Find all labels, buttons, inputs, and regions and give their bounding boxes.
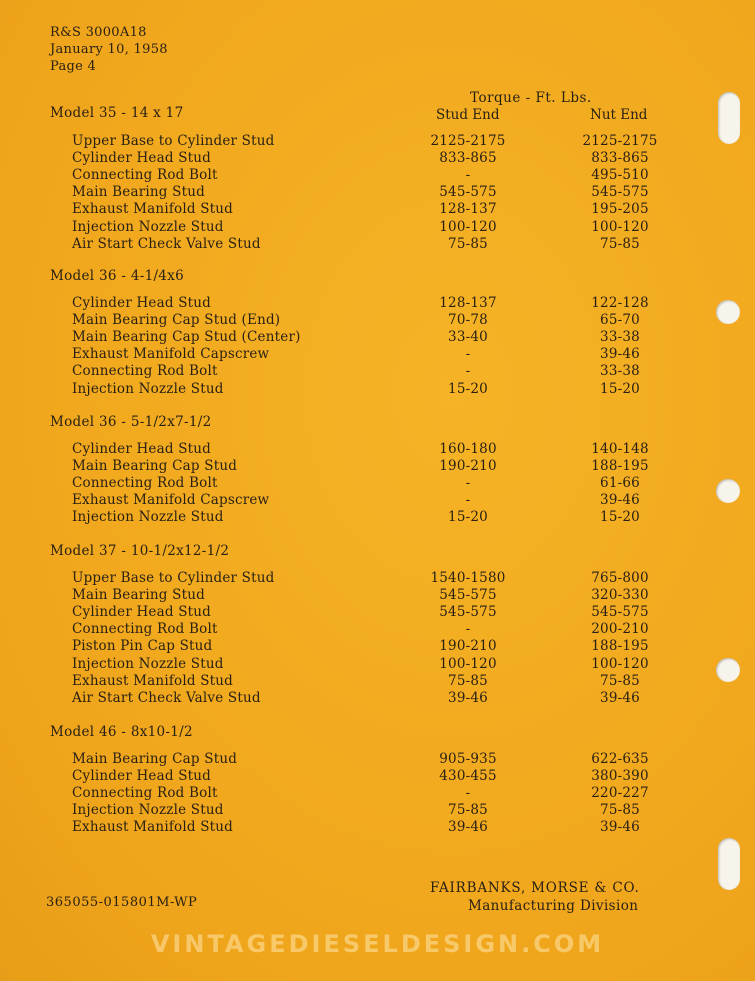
part-name: Injection Nozzle Stud bbox=[72, 218, 224, 235]
stud-end-value: - bbox=[465, 492, 471, 509]
part-name: Air Start Check Valve Stud bbox=[72, 235, 261, 252]
stud-end-value: 430-455 bbox=[439, 768, 497, 785]
stud-end-value: 39-46 bbox=[448, 819, 488, 836]
part-name: Cylinder Head Stud bbox=[72, 604, 212, 621]
table-row bbox=[0, 475, 755, 492]
table-row bbox=[0, 329, 755, 346]
document-header bbox=[50, 24, 168, 75]
table-row bbox=[0, 236, 755, 253]
nut-end-value: 380-390 bbox=[591, 768, 649, 785]
part-name: Main Bearing Cap Stud bbox=[72, 458, 238, 475]
nut-end-value: 75-85 bbox=[600, 235, 640, 252]
division-name: Manufacturing Division bbox=[468, 898, 639, 914]
stud-end-value: 15-20 bbox=[448, 380, 488, 397]
table-row bbox=[0, 604, 755, 621]
part-name: Cylinder Head Stud bbox=[72, 441, 212, 457]
part-name: Exhaust Manifold Stud bbox=[72, 672, 234, 689]
part-name: Main Bearing Cap Stud bbox=[72, 751, 238, 767]
stud-end-value: 833-865 bbox=[439, 150, 497, 167]
table-row bbox=[0, 751, 755, 768]
table-row bbox=[0, 219, 755, 236]
table-row bbox=[0, 673, 755, 690]
nut-end-value: 188-195 bbox=[591, 458, 649, 475]
nut-end-value: 39-46 bbox=[600, 492, 640, 509]
part-name: Injection Nozzle Stud bbox=[72, 655, 224, 672]
nut-end-value: 495-510 bbox=[591, 167, 649, 184]
torque-column-title: Torque - Ft. Lbs. bbox=[470, 90, 592, 106]
nut-end-value: 61-66 bbox=[600, 475, 640, 492]
stud-end-value: 33-40 bbox=[448, 329, 488, 346]
nut-end-value: 15-20 bbox=[600, 509, 640, 526]
stud-end-value: 100-120 bbox=[439, 218, 497, 235]
stud-end-header: Stud End bbox=[436, 107, 500, 123]
part-name: Upper Base to Cylinder Stud bbox=[72, 570, 275, 586]
nut-end-value: 15-20 bbox=[600, 380, 640, 397]
part-name: Injection Nozzle Stud bbox=[72, 380, 224, 397]
table-row bbox=[0, 441, 755, 458]
nut-end-value: 545-575 bbox=[591, 604, 649, 621]
doc-date: January 10, 1958 bbox=[50, 42, 168, 57]
nut-end-value: 39-46 bbox=[600, 346, 640, 363]
doc-id: R&S 3000A18 bbox=[50, 25, 147, 40]
part-name: Cylinder Head Stud bbox=[72, 295, 212, 311]
stud-end-value: - bbox=[465, 167, 471, 184]
company-name: FAIRBANKS, MORSE & CO. bbox=[430, 880, 640, 896]
table-row bbox=[0, 802, 755, 819]
model-title: Model 37 - 10-1/2x12-1/2 bbox=[50, 543, 230, 559]
model-title: Model 36 - 4-1/4x6 bbox=[50, 268, 184, 284]
nut-end-value: 140-148 bbox=[591, 441, 649, 457]
nut-end-value: 320-330 bbox=[591, 587, 649, 604]
table-row bbox=[0, 346, 755, 363]
model-title: Model 36 - 5-1/2x7-1/2 bbox=[50, 414, 212, 430]
nut-end-value: 2125-2175 bbox=[582, 133, 658, 149]
part-name: Exhaust Manifold Capscrew bbox=[72, 346, 270, 363]
stud-end-value: 1540-1580 bbox=[430, 570, 506, 586]
model-title: Model 35 - 14 x 17 bbox=[50, 105, 184, 121]
part-name: Injection Nozzle Stud bbox=[72, 802, 224, 819]
part-name: Exhaust Manifold Stud bbox=[72, 201, 234, 218]
nut-end-value: 122-128 bbox=[591, 295, 649, 311]
stud-end-value: 160-180 bbox=[439, 441, 497, 457]
part-name: Exhaust Manifold Capscrew bbox=[72, 492, 270, 509]
stud-end-value: 75-85 bbox=[448, 802, 488, 819]
table-row bbox=[0, 587, 755, 604]
nut-end-value: 545-575 bbox=[591, 184, 649, 201]
doc-number: 365055-015801M-WP bbox=[46, 895, 198, 910]
table-row bbox=[0, 133, 755, 150]
stud-end-value: 128-137 bbox=[439, 295, 497, 311]
nut-end-value: 39-46 bbox=[600, 689, 640, 706]
table-row bbox=[0, 458, 755, 475]
stud-end-value: 190-210 bbox=[439, 638, 497, 655]
part-name: Connecting Rod Bolt bbox=[72, 167, 218, 184]
nut-end-value: 833-865 bbox=[591, 150, 649, 167]
part-name: Piston Pin Cap Stud bbox=[72, 638, 213, 655]
part-name: Main Bearing Stud bbox=[72, 184, 205, 201]
table-row bbox=[0, 656, 755, 673]
stud-end-value: 2125-2175 bbox=[430, 133, 506, 149]
table-row bbox=[0, 819, 755, 836]
nut-end-value: 220-227 bbox=[591, 785, 649, 802]
table-row bbox=[0, 295, 755, 312]
stud-end-value: - bbox=[465, 621, 471, 638]
stud-end-value: 128-137 bbox=[439, 201, 497, 218]
table-row bbox=[0, 184, 755, 201]
table-row bbox=[0, 690, 755, 707]
part-name: Upper Base to Cylinder Stud bbox=[72, 133, 275, 149]
table-row bbox=[0, 201, 755, 218]
part-name: Main Bearing Cap Stud (End) bbox=[72, 312, 281, 329]
table-row bbox=[0, 312, 755, 329]
nut-end-value: 33-38 bbox=[600, 363, 640, 380]
nut-end-value: 75-85 bbox=[600, 802, 640, 819]
part-name: Injection Nozzle Stud bbox=[72, 509, 224, 526]
nut-end-value: 765-800 bbox=[591, 570, 649, 586]
binder-slot-hole bbox=[718, 838, 740, 890]
part-name: Main Bearing Stud bbox=[72, 587, 205, 604]
table-row bbox=[0, 381, 755, 398]
stud-end-value: 545-575 bbox=[439, 184, 497, 201]
part-name: Exhaust Manifold Stud bbox=[72, 819, 234, 836]
stud-end-value: - bbox=[465, 363, 471, 380]
nut-end-value: 188-195 bbox=[591, 638, 649, 655]
table-row bbox=[0, 570, 755, 587]
stud-end-value: 75-85 bbox=[448, 672, 488, 689]
nut-end-value: 622-635 bbox=[591, 751, 649, 767]
stud-end-value: 70-78 bbox=[448, 312, 488, 329]
watermark: VINTAGEDIESELDESIGN.COM bbox=[150, 930, 605, 958]
stud-end-value: 545-575 bbox=[439, 587, 497, 604]
table-row bbox=[0, 621, 755, 638]
table-row bbox=[0, 785, 755, 802]
stud-end-value: - bbox=[465, 785, 471, 802]
stud-end-value: 39-46 bbox=[448, 689, 488, 706]
nut-end-value: 33-38 bbox=[600, 329, 640, 346]
nut-end-value: 100-120 bbox=[591, 218, 649, 235]
stud-end-value: 75-85 bbox=[448, 235, 488, 252]
table-row bbox=[0, 363, 755, 380]
stud-end-value: 190-210 bbox=[439, 458, 497, 475]
table-row bbox=[0, 492, 755, 509]
nut-end-header: Nut End bbox=[590, 107, 648, 123]
stud-end-value: - bbox=[465, 346, 471, 363]
stud-end-value: 100-120 bbox=[439, 655, 497, 672]
part-name: Cylinder Head Stud bbox=[72, 150, 212, 167]
nut-end-value: 39-46 bbox=[600, 819, 640, 836]
part-name: Cylinder Head Stud bbox=[72, 768, 212, 785]
table-row bbox=[0, 638, 755, 655]
part-name: Connecting Rod Bolt bbox=[72, 363, 218, 380]
stud-end-value: 15-20 bbox=[448, 509, 488, 526]
nut-end-value: 195-205 bbox=[591, 201, 649, 218]
page-number: Page 4 bbox=[50, 59, 97, 74]
table-row bbox=[0, 167, 755, 184]
nut-end-value: 200-210 bbox=[591, 621, 649, 638]
table-row bbox=[0, 768, 755, 785]
stud-end-value: - bbox=[465, 475, 471, 492]
model-title: Model 46 - 8x10-1/2 bbox=[50, 724, 193, 740]
table-row bbox=[0, 150, 755, 167]
table-row bbox=[0, 509, 755, 526]
part-name: Connecting Rod Bolt bbox=[72, 475, 218, 492]
nut-end-value: 100-120 bbox=[591, 655, 649, 672]
stud-end-value: 545-575 bbox=[439, 604, 497, 621]
part-name: Connecting Rod Bolt bbox=[72, 621, 218, 638]
stud-end-value: 905-935 bbox=[439, 751, 497, 767]
part-name: Air Start Check Valve Stud bbox=[72, 689, 261, 706]
part-name: Main Bearing Cap Stud (Center) bbox=[72, 329, 301, 346]
nut-end-value: 75-85 bbox=[600, 672, 640, 689]
nut-end-value: 65-70 bbox=[600, 312, 640, 329]
part-name: Connecting Rod Bolt bbox=[72, 785, 218, 802]
